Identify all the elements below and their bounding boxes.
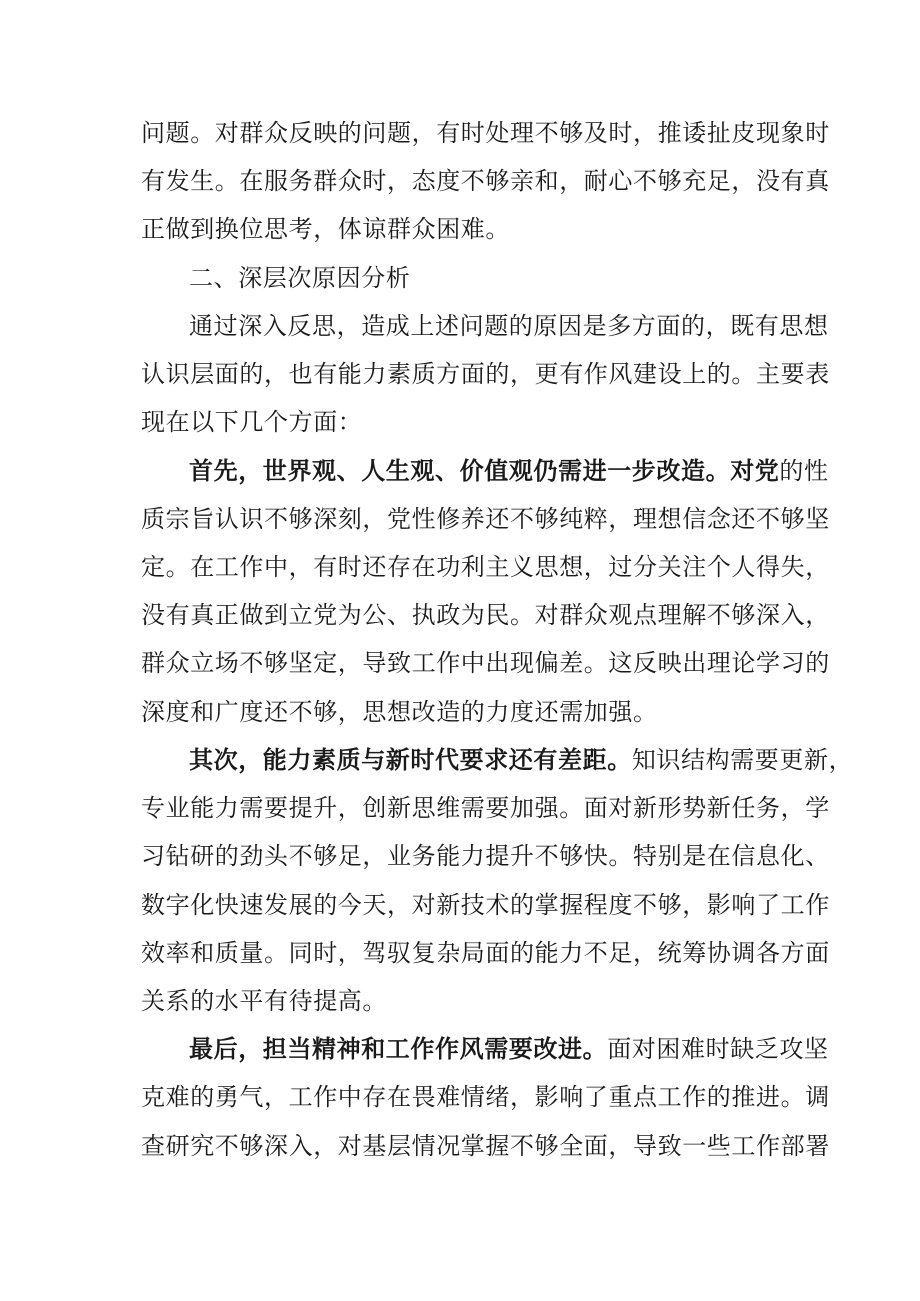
text-line [189, 743, 854, 777]
text-segment: 面对困难时缺乏攻坚 [607, 1035, 829, 1063]
text-line: 深度和广度还不够，思想改造的力度还需加强。 [141, 698, 658, 726]
bold-lead-sentence: 最后，担当精神和工作作风需要改进。 [189, 1035, 608, 1063]
text-line: 群众立场不够坚定，导致工作中出现偏差。这反映出理论学习的 [141, 649, 830, 677]
text-line: 问题。对群众反映的问题，有时处理不够及时，推诿扯皮现象时 [141, 119, 830, 147]
text-line: 专业能力需要提升，创新思维需要加强。面对新形势新任务，学 [141, 794, 830, 822]
text-line: 质宗旨认识不够深刻，党性修养还不够纯粹，理想信念还不够坚 [141, 505, 830, 533]
text-line: 克难的勇气，工作中存在畏难情绪，影响了重点工作的推进。调 [141, 1083, 830, 1111]
bold-lead-sentence: 首先，世界观、人生观、价值观仍需进一步改造。对党 [189, 457, 780, 485]
text-line: 没有真正做到立党为公、执政为民。对群众观点理解不够深入， [141, 601, 830, 629]
text-line: 通过深入反思，造成上述问题的原因是多方面的，既有思想 [189, 312, 829, 340]
text-line: 定。在工作中，有时还存在功利主义思想，过分关注个人得失， [141, 553, 830, 581]
text-line: 查研究不够深入，对基层情况掌握不够全面，导致一些工作部署 [141, 1132, 830, 1160]
text-line: 正做到换位思考，体谅群众困难。 [141, 215, 510, 243]
section-heading: 二、深层次原因分析 [189, 264, 411, 292]
text-segment: 的性 [779, 457, 829, 485]
text-line: 关系的水平有待提高。 [141, 987, 387, 1015]
text-line [189, 1032, 829, 1066]
text-line: 有发生。在服务群众时，态度不够亲和，耐心不够充足，没有真 [141, 167, 830, 195]
text-line: 数字化快速发展的今天，对新技术的掌握程度不够，影响了工作 [141, 891, 830, 919]
text-line: 习钻研的劲头不够足，业务能力提升不够快。特别是在信息化、 [141, 842, 830, 870]
text-line: 效率和质量。同时，驾驭复杂局面的能力不足，统筹协调各方面 [141, 939, 830, 967]
text-line [189, 454, 829, 488]
text-line: 现在以下几个方面： [141, 408, 363, 436]
text-segment: 知识结构需要更新， [631, 746, 854, 774]
text-line: 认识层面的，也有能力素质方面的，更有作风建设上的。主要表 [141, 360, 830, 388]
bold-lead-sentence: 其次，能力素质与新时代要求还有差距。 [189, 746, 632, 774]
